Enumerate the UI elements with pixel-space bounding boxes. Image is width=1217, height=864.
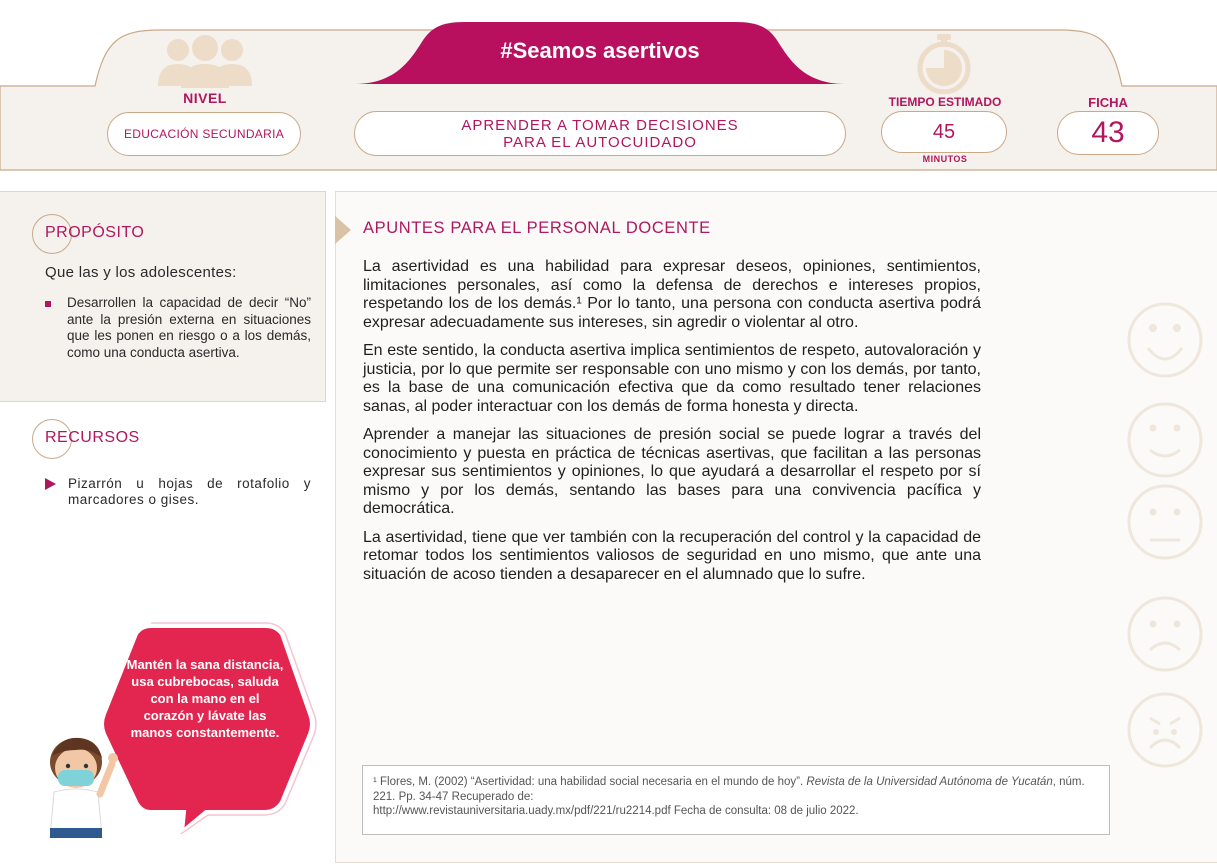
recursos-item-text: Pizarrón u hojas de rotafolio y marcadores o gises. [68, 476, 311, 507]
proposito-item [45, 295, 311, 361]
footnote-prefix: ¹ Flores, M. (2002) “Asertividad: una habilidad social necesaria en el mundo de hoy”. [373, 776, 807, 788]
footnote-journal: Revista de la Universidad Autónoma de Yucatán [806, 776, 1053, 788]
mood-faces-icon [1120, 300, 1210, 770]
nivel-label: NIVEL [183, 90, 227, 106]
people-icon [150, 34, 260, 90]
paragraph-4: La asertividad, tiene que ver también con la recuperación del control y la capacidad de retomar todos los sentimientos valiosos de seguridad en uno mismo, que ante una situación de acoso tienden a desaparecer en el alumnado que lo sufre. [363, 528, 981, 583]
proposito-item-text: Desarrollen la capacidad de decir “No” ante la presión externa en situaciones que les ponen en riesgo o a los demás, como una conducta asertiva. [67, 295, 311, 360]
main-paragraphs [363, 258, 981, 594]
tiempo-unit: MINUTOS [922, 154, 968, 164]
bubble-text: Mantén la sana distancia, usa cubrebocas, saluda con la mano en el corazón y lávate las manos constantemente. [126, 657, 284, 740]
main-heading: APUNTES PARA EL PERSONAL DOCENTE [363, 219, 711, 237]
topic-pill [354, 111, 846, 156]
topic-line-1: APRENDER A TOMAR DECISIONES [461, 116, 739, 134]
tiempo-value: 45 [881, 111, 1007, 153]
recursos-title: RECURSOS [45, 429, 140, 446]
boy-with-mask-icon [40, 728, 120, 838]
paragraph-3: Aprender a manejar las situaciones de presión social se puede lograr a través del conocimiento y puesta en práctica de técnicas asertivas, que facilitan a las personas expresar sus sentimientos y opiniones, lo que ayudará a desarrollar el respeto por sí mismo y por los demás, sentando las bases para una convivencia pacífica y democrática. [363, 426, 981, 517]
tiempo-label: TIEMPO ESTIMADO [888, 95, 1002, 109]
page-title: #Seamos asertivos [500, 38, 700, 63]
nivel-value: EDUCACIÓN SECUNDARIA [107, 112, 301, 156]
proposito-title: PROPÓSITO [45, 224, 145, 241]
footnote-suffix: , núm. 221. Pp. 34-47 Recuperado de: [373, 776, 1085, 803]
ficha-label: FICHA [1088, 95, 1128, 110]
paragraph-2: En este sentido, la conducta asertiva implica sentimientos de respeto, autovaloración y justicia, por lo que permite ser responsable con uno mismo y con los demás, por tanto, es la base de una comunicación efectiva que da como resultado tener relaciones sanas, al poder interactuar con los demás de forma honesta y directa. [363, 342, 981, 415]
paragraph-1: La asertividad es una habilidad para expresar deseos, opiniones, sentimientos, limitaciones personales, así como la defensa de derechos e intereses propios, respetando los de los demás.¹ Por lo tanto, una persona con conducta asertiva podrá expresar adecuadamente sus intereses, sin agredir o violentar al otro. [363, 258, 981, 331]
recursos-item [45, 476, 311, 508]
footnote [362, 765, 1110, 835]
footnote-url: http://www.revistauniversitaria.uady.mx/pdf/221/ru2214.pdf Fecha de consulta: 08 de julio 2022. [373, 805, 859, 817]
header [0, 0, 1217, 172]
ficha-value: 43 [1057, 111, 1159, 155]
triangle-bullet-icon [45, 478, 56, 490]
proposito-intro: Que las y los adolescentes: [45, 264, 237, 281]
stopwatch-icon [916, 34, 972, 94]
square-bullet-icon [45, 301, 51, 307]
topic-line-2: PARA EL AUTOCUIDADO [503, 133, 697, 151]
heading-arrow-icon [335, 216, 351, 244]
